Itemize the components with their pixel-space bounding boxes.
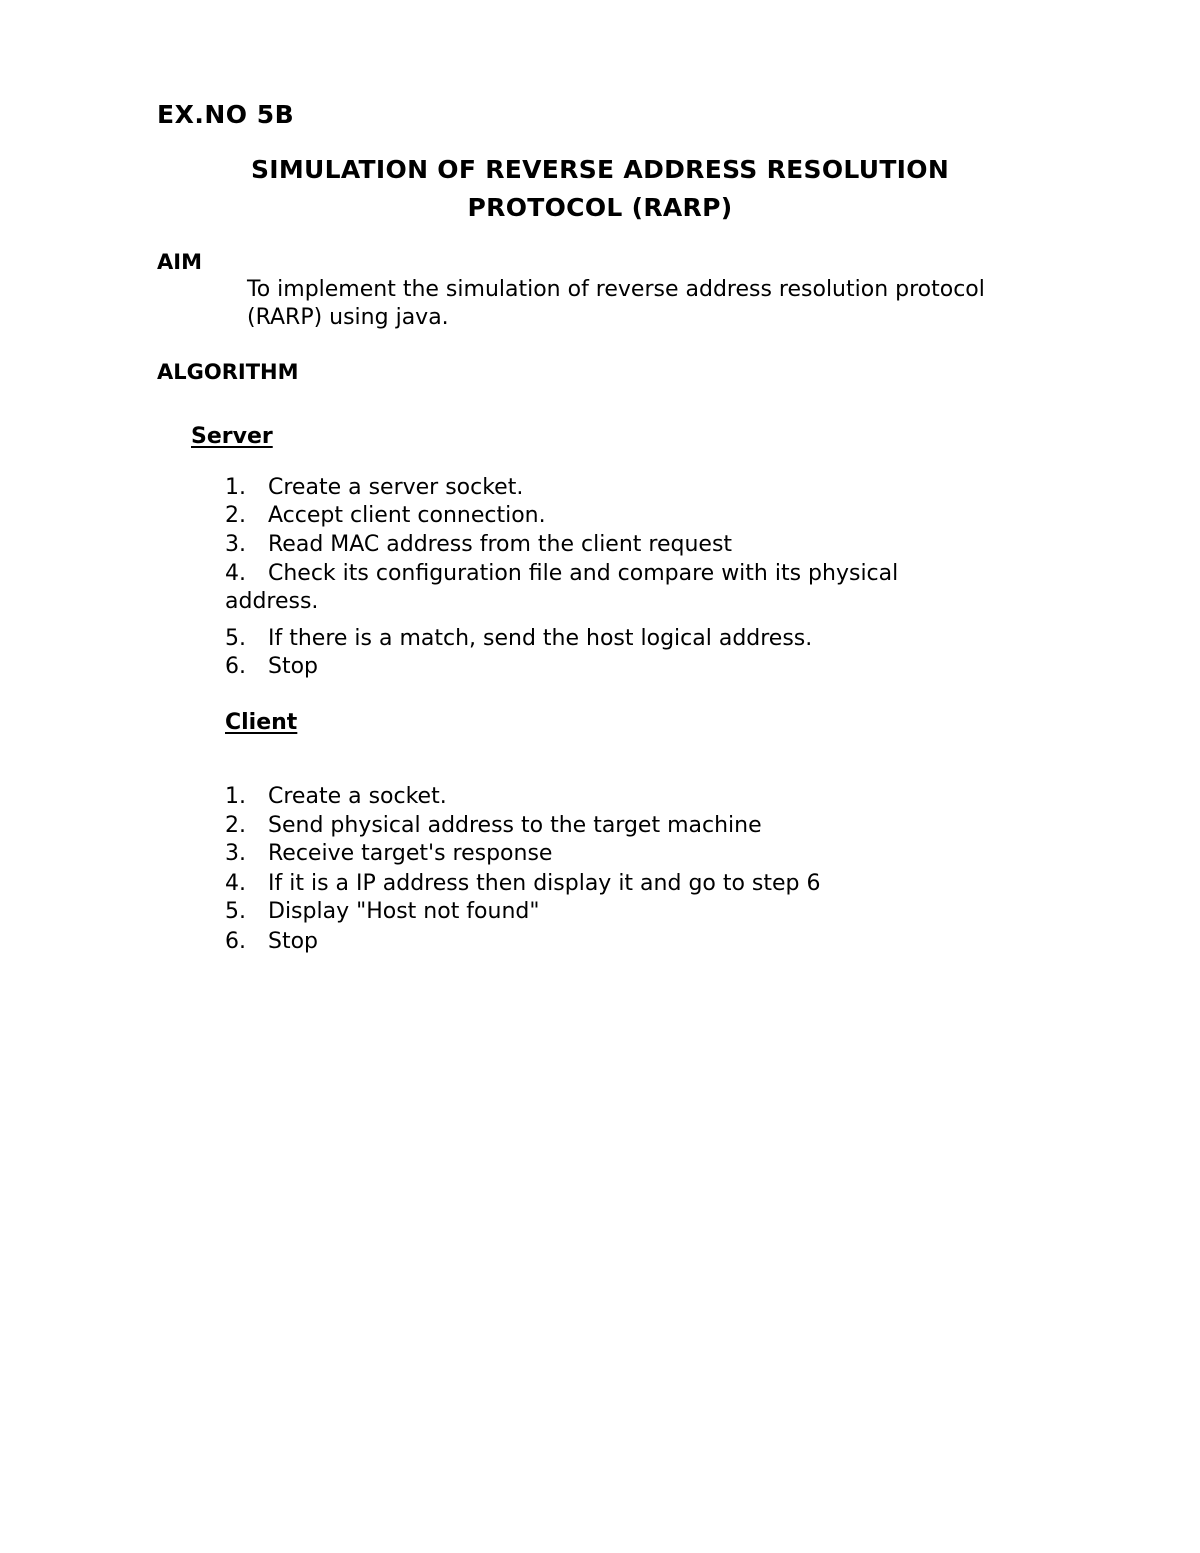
page-title-line-2: PROTOCOL (RARP)	[467, 193, 733, 222]
step-number: 5.	[225, 626, 246, 651]
step-number: 1.	[225, 475, 246, 500]
server-step-continuation: address.	[225, 589, 319, 614]
step-text: If there is a match, send the host logical address.	[268, 626, 813, 651]
page-title-line-1: SIMULATION OF REVERSE ADDRESS RESOLUTION	[250, 155, 950, 184]
step-number: 6.	[225, 654, 246, 679]
aim-heading: AIM	[157, 250, 202, 274]
step-number: 5.	[225, 899, 246, 924]
step-text: Create a socket.	[268, 784, 447, 809]
client-heading: Client	[225, 710, 298, 735]
step-text: If it is a IP address then display it and go to step 6	[268, 871, 821, 896]
step-number: 3.	[225, 841, 246, 866]
step-number: 2.	[225, 813, 246, 838]
step-number: 4.	[225, 561, 246, 586]
step-text: Send physical address to the target machine	[268, 813, 762, 838]
step-text: Stop	[268, 929, 319, 954]
step-text: Create a server socket.	[268, 475, 524, 500]
step-number: 6.	[225, 929, 246, 954]
aim-text-line-2: (RARP) using java.	[247, 305, 449, 330]
aim-text-line-1: To implement the simulation of reverse address resolution protocol	[247, 277, 985, 302]
step-text: Read MAC address from the client request	[268, 532, 733, 557]
step-text: Receive target's response	[268, 841, 553, 866]
algorithm-heading: ALGORITHM	[157, 360, 299, 384]
step-text: Check its configuration file and compare with its physical	[268, 561, 899, 586]
exercise-number: EX.NO 5B	[157, 100, 295, 129]
step-text: Accept client connection.	[268, 503, 546, 528]
server-heading: Server	[191, 424, 273, 449]
step-number: 4.	[225, 871, 246, 896]
step-number: 3.	[225, 532, 246, 557]
step-number: 1.	[225, 784, 246, 809]
step-text: Display "Host not found"	[268, 899, 540, 924]
step-text: Stop	[268, 654, 319, 679]
step-number: 2.	[225, 503, 246, 528]
